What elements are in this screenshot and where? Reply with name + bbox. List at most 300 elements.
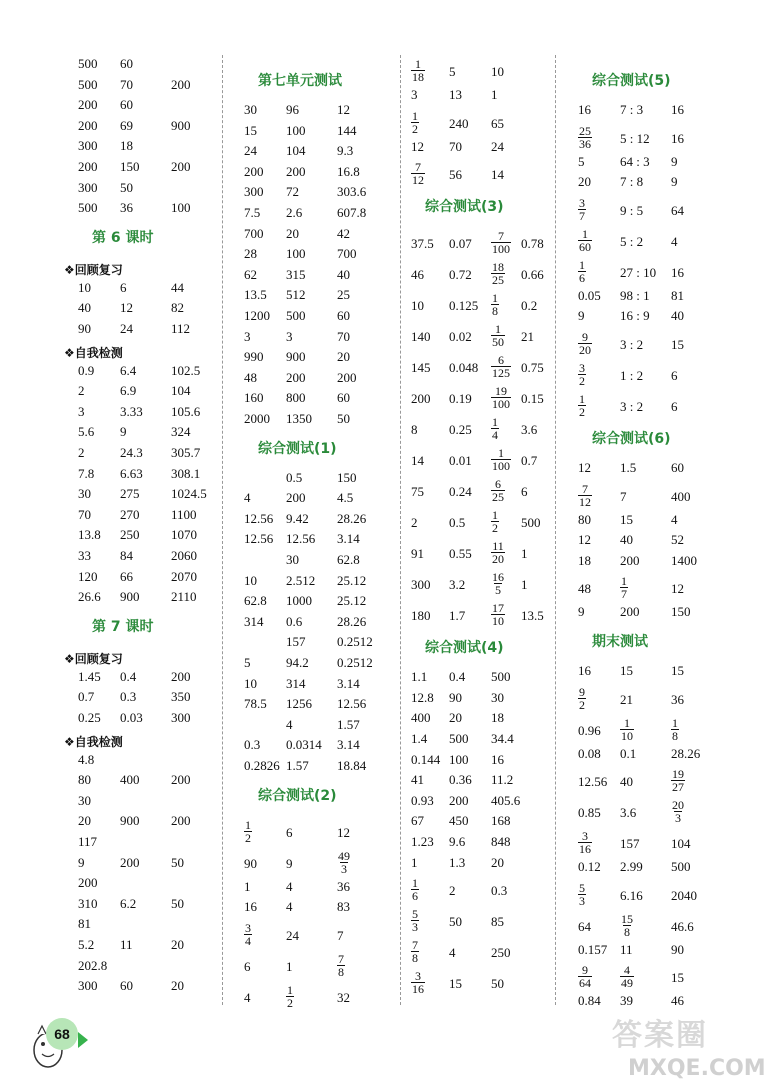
answer-value: 10 xyxy=(411,298,424,314)
fraction-numerator: 3 xyxy=(415,969,421,984)
fraction-denominator: 50 xyxy=(492,335,504,350)
answer-value: 64 : 3 xyxy=(620,153,650,169)
answer-value: 6 xyxy=(521,484,528,500)
fraction-value xyxy=(491,600,505,627)
fraction-denominator: 8 xyxy=(338,964,344,979)
answer-value: 0.72 xyxy=(449,267,472,283)
answer-value: 0.7 xyxy=(78,689,95,705)
answer-value: 90 xyxy=(449,689,462,705)
fraction-value xyxy=(620,715,634,742)
answer-value: 324 xyxy=(171,424,191,440)
answer-value: 12 xyxy=(578,460,591,475)
fraction-value xyxy=(411,875,419,902)
fraction-value xyxy=(578,391,586,418)
answer-value: 50 xyxy=(449,914,462,930)
fraction-value xyxy=(286,982,294,1009)
answer-value: 40 xyxy=(337,266,350,282)
answer-value: 500 xyxy=(491,669,511,685)
answer-value: 250 xyxy=(491,945,511,961)
answer-value: 500 xyxy=(78,56,98,71)
fraction-value xyxy=(578,684,586,711)
fraction-numerator: 25 xyxy=(579,123,591,138)
answer-value: 120 xyxy=(78,568,98,584)
column-divider xyxy=(222,55,223,1005)
answer-value: 15 xyxy=(671,337,684,352)
answer-value: 1000 xyxy=(286,593,312,609)
answer-value: 144 xyxy=(337,122,357,138)
fraction-numerator: 17 xyxy=(492,601,504,616)
answer-value: 30 xyxy=(491,689,504,705)
fraction-numerator: 11 xyxy=(492,539,504,554)
fraction-denominator: 16 xyxy=(579,842,591,857)
answer-value: 4 xyxy=(286,878,293,894)
fraction-denominator: 12 xyxy=(579,494,591,509)
answer-value: 314 xyxy=(244,613,264,629)
section-heading: 综合测试(5) xyxy=(592,73,671,89)
answer-value: 30 xyxy=(286,552,299,567)
answer-value: 1200 xyxy=(244,308,270,323)
fraction-value xyxy=(578,329,592,356)
answer-value: 70 xyxy=(120,76,133,92)
answer-value: 112 xyxy=(171,321,191,336)
answer-value: 6 xyxy=(286,824,293,840)
answer-value: 3 xyxy=(78,403,85,419)
answer-value: 20 xyxy=(449,710,462,726)
answer-value: 7.5 xyxy=(244,205,261,220)
answer-value: 6 xyxy=(671,399,678,414)
fraction-numerator: 19 xyxy=(495,384,507,399)
answer-value: 16 xyxy=(244,899,257,915)
answer-value: 16 xyxy=(671,130,684,146)
answer-value: 4.5 xyxy=(337,490,354,506)
answer-value: 2 xyxy=(78,445,85,460)
answer-value: 8 xyxy=(411,422,418,438)
fraction-denominator: 7 xyxy=(579,208,585,223)
answer-value: 4 xyxy=(671,511,678,527)
answer-value: 12.56 xyxy=(244,531,274,547)
answer-value: 40 xyxy=(620,532,633,548)
answer-value: 500 xyxy=(78,76,98,92)
answer-value: 25 xyxy=(337,287,350,303)
fraction-value xyxy=(411,159,425,186)
fraction-denominator: 18 xyxy=(412,70,424,84)
answer-value: 9 xyxy=(578,308,585,324)
answer-value: 60 xyxy=(337,390,350,406)
answer-value: 400 xyxy=(671,488,691,504)
answer-value: 46 xyxy=(411,267,424,283)
fraction-denominator: 16 xyxy=(412,982,424,997)
answer-value: 100 xyxy=(171,200,191,216)
answer-value: 7.8 xyxy=(78,465,95,481)
answer-value: 240 xyxy=(449,115,469,131)
answer-value: 0.78 xyxy=(521,236,544,252)
fraction-denominator: 6 xyxy=(579,270,585,285)
answer-value: 96 xyxy=(286,102,299,117)
watermark-logo: 答案圈 xyxy=(612,1018,708,1053)
answer-value: 10 xyxy=(491,64,504,79)
answer-value: 270 xyxy=(120,506,140,522)
answer-value: 315 xyxy=(286,266,306,282)
answer-value: 30 xyxy=(78,792,91,808)
answer-value: 0.3 xyxy=(244,737,261,753)
fraction-numerator: 4 xyxy=(624,963,630,978)
answer-value: 300 xyxy=(244,184,264,200)
answer-value: 1.5 xyxy=(620,460,637,475)
fraction-denominator: 100 xyxy=(492,242,510,257)
answer-value: 400 xyxy=(120,772,140,788)
answer-value: 202.8 xyxy=(78,957,108,973)
answer-value: 104 xyxy=(286,143,306,159)
answer-value: 0.3 xyxy=(491,883,508,899)
fraction-value xyxy=(411,906,419,933)
fraction-numerator: 5 xyxy=(412,907,418,922)
answer-value: 7 xyxy=(620,488,627,504)
answer-value: 0.36 xyxy=(449,772,472,788)
answer-value: 9 : 5 xyxy=(620,202,644,218)
answer-value: 12.56 xyxy=(337,696,367,712)
answer-value: 0.07 xyxy=(449,236,472,252)
fraction-denominator: 8 xyxy=(492,304,498,319)
answer-value: 1 xyxy=(286,958,293,974)
answer-value: 200 xyxy=(171,159,191,174)
answer-value: 4 xyxy=(244,490,251,506)
answer-value: 15 xyxy=(244,122,257,138)
fraction-value xyxy=(578,828,592,855)
fraction-numerator: 1 xyxy=(624,715,630,730)
answer-value: 0.01 xyxy=(449,453,472,469)
answer-value: 0.5 xyxy=(286,469,303,485)
fraction-numerator: 7 xyxy=(582,481,588,496)
fraction-value xyxy=(578,195,586,222)
answer-value: 700 xyxy=(337,246,357,262)
answer-value: 0.157 xyxy=(578,941,608,957)
fraction-numerator: 3 xyxy=(579,195,585,210)
answer-value: 16 xyxy=(671,102,684,117)
fraction-denominator: 2 xyxy=(287,995,293,1010)
answer-value: 9 xyxy=(286,855,293,871)
answer-value: 5.6 xyxy=(78,424,95,440)
answer-value: 990 xyxy=(244,349,264,365)
answer-value: 20 xyxy=(491,854,504,870)
fraction-numerator: 19 xyxy=(672,767,684,782)
fraction-numerator: 9 xyxy=(582,963,588,978)
fraction-denominator: 4 xyxy=(245,933,251,948)
answer-value: 1.45 xyxy=(78,668,101,684)
answer-value: 21 xyxy=(620,691,633,707)
answer-value: 13.5 xyxy=(244,287,267,303)
fraction-numerator: 3 xyxy=(579,361,585,375)
answer-value: 6 xyxy=(671,368,678,383)
answer-value: 314 xyxy=(286,675,306,691)
fraction-numerator: 16 xyxy=(492,570,504,585)
answer-value: 200 xyxy=(171,76,191,92)
fraction-value xyxy=(491,538,505,565)
fraction-denominator: 2 xyxy=(412,121,418,136)
answer-value: 1.3 xyxy=(449,854,466,870)
subsection-label: ❖自我检测 xyxy=(64,345,123,360)
answer-value: 0.84 xyxy=(578,993,601,1009)
answer-value: 350 xyxy=(171,689,191,705)
answer-value: 80 xyxy=(578,511,591,527)
answer-value: 3.33 xyxy=(120,403,143,419)
fraction-denominator: 8 xyxy=(412,951,418,966)
answer-value: 26.6 xyxy=(78,589,101,605)
answer-value: 72 xyxy=(286,184,299,200)
fraction-value xyxy=(578,880,586,907)
answer-value: 9.42 xyxy=(286,510,309,526)
answer-value: 90 xyxy=(244,855,257,871)
answer-value: 1.1 xyxy=(411,669,428,685)
fraction-numerator: 7 xyxy=(498,229,504,244)
answer-value: 16 xyxy=(578,102,591,117)
fraction-denominator: 3 xyxy=(412,920,418,935)
answer-value: 900 xyxy=(120,589,140,605)
answer-value: 0.5 xyxy=(449,515,466,531)
answer-value: 25.12 xyxy=(337,572,367,588)
answer-value: 0.3 xyxy=(120,689,137,705)
answer-value: 3.14 xyxy=(337,675,360,691)
answer-value: 18 xyxy=(491,710,504,726)
answer-value: 16.8 xyxy=(337,163,360,179)
answer-value: 10 xyxy=(244,572,257,588)
answer-value: 300 xyxy=(411,577,431,593)
answer-value: 2060 xyxy=(171,548,197,563)
fraction-denominator: 8 xyxy=(672,728,678,743)
answer-value: 40 xyxy=(620,774,633,790)
answer-value: 7 xyxy=(337,927,344,943)
answer-value: 5.2 xyxy=(78,937,95,952)
answer-value: 7 : 3 xyxy=(620,102,644,117)
answer-value: 3 xyxy=(286,328,293,344)
fraction-denominator: 4 xyxy=(492,428,498,443)
fraction-numerator: 1 xyxy=(621,574,627,589)
subsection-label: ❖自我检测 xyxy=(64,734,123,749)
answer-value: 39 xyxy=(620,993,633,1009)
answer-value: 512 xyxy=(286,287,306,303)
answer-value: 80 xyxy=(78,772,91,788)
fraction-numerator: 1 xyxy=(672,715,678,730)
section-heading: 综合测试(2) xyxy=(258,787,337,804)
fraction-numerator: 1 xyxy=(412,876,418,891)
fraction-denominator: 60 xyxy=(579,239,591,254)
answer-value: 90 xyxy=(78,321,91,336)
fraction-value xyxy=(620,911,634,938)
answer-value: 42 xyxy=(337,225,350,241)
fraction-numerator: 6 xyxy=(495,477,501,492)
answer-value: 0.85 xyxy=(578,805,601,821)
fraction-denominator: 3 xyxy=(341,861,347,876)
answer-value: 15 xyxy=(671,663,684,678)
answer-value: 102.5 xyxy=(171,362,201,378)
answer-value: 9.3 xyxy=(337,143,354,159)
answer-value: 9 xyxy=(120,424,127,440)
answer-value: 1 xyxy=(521,546,528,562)
fraction-denominator: 2 xyxy=(492,521,498,536)
answer-value: 700 xyxy=(244,225,264,241)
answer-value: 1 xyxy=(521,577,528,593)
fraction-numerator: 1 xyxy=(245,817,251,832)
section-heading: 第 6 课时 xyxy=(92,229,154,246)
fraction-numerator: 1 xyxy=(492,508,498,523)
fraction-numerator: 9 xyxy=(582,330,588,344)
fraction-denominator: 20 xyxy=(579,343,591,357)
column-divider xyxy=(400,55,401,1005)
answer-value: 85 xyxy=(491,914,504,930)
fraction-value xyxy=(491,569,505,596)
answer-value: 0.55 xyxy=(449,546,472,562)
answer-value: 81 xyxy=(671,287,684,303)
answer-value: 28.26 xyxy=(337,510,367,526)
answer-value: 44 xyxy=(171,279,184,295)
answer-value: 200 xyxy=(286,369,306,385)
answer-value: 11 xyxy=(620,941,633,957)
fraction-numerator: 15 xyxy=(621,911,633,926)
answer-value: 4 xyxy=(286,899,293,915)
fraction-value xyxy=(578,226,592,253)
answer-value: 70 xyxy=(337,328,350,344)
answer-value: 34.4 xyxy=(491,731,514,746)
answer-value: 200 xyxy=(286,163,306,179)
answer-value: 12.56 xyxy=(244,510,274,526)
answer-value: 50 xyxy=(120,179,133,195)
answer-value: 848 xyxy=(491,834,511,849)
fraction-numerator: 3 xyxy=(245,920,251,935)
answer-value: 18 xyxy=(578,552,591,568)
answer-value: 20 xyxy=(78,813,91,829)
answer-value: 20 xyxy=(171,978,184,994)
answer-value: 64 xyxy=(671,202,684,218)
answer-value: 15 xyxy=(620,663,633,678)
answer-value: 5 : 12 xyxy=(620,130,650,146)
answer-value: 12 xyxy=(578,532,591,548)
fraction-denominator: 25 xyxy=(492,490,504,505)
answer-value: 1.23 xyxy=(411,834,434,849)
answer-value: 2 xyxy=(411,515,418,531)
answer-value: 4 xyxy=(671,233,678,249)
answer-value: 12 xyxy=(411,138,424,154)
answer-value: 2040 xyxy=(671,887,697,903)
answer-value: 6.63 xyxy=(120,465,143,481)
column-divider xyxy=(555,55,556,1005)
answer-value: 500 xyxy=(286,308,306,323)
answer-value: 1256 xyxy=(286,696,312,712)
answer-value: 900 xyxy=(120,813,140,829)
answer-value: 33 xyxy=(78,548,91,563)
answer-value: 40 xyxy=(78,300,91,316)
answer-value: 3.14 xyxy=(337,737,360,753)
answer-value: 3 xyxy=(244,328,251,344)
answer-value: 11.2 xyxy=(491,772,514,788)
answer-value: 900 xyxy=(286,349,306,365)
fraction-value xyxy=(491,445,511,472)
answer-value: 2000 xyxy=(244,411,270,426)
answer-value: 1 : 2 xyxy=(620,368,644,383)
fraction-denominator: 5 xyxy=(495,583,501,598)
answer-value: 2.6 xyxy=(286,205,303,220)
answer-value: 117 xyxy=(78,834,98,849)
answer-value: 0.125 xyxy=(449,298,479,314)
answer-value: 6 xyxy=(120,279,127,295)
answer-value: 28.26 xyxy=(671,745,701,761)
fraction-numerator: 1 xyxy=(287,982,293,997)
answer-value: 12.56 xyxy=(578,774,608,790)
answer-value: 200 xyxy=(171,668,191,684)
answer-value: 0.25 xyxy=(449,422,472,438)
answer-value: 14 xyxy=(491,167,504,183)
answer-value: 12 xyxy=(337,824,350,840)
answer-value: 48 xyxy=(578,581,591,597)
answer-value: 90 xyxy=(671,941,684,957)
fraction-numerator: 1 xyxy=(415,57,421,71)
fraction-denominator: 25 xyxy=(492,273,504,288)
fraction-numerator: 49 xyxy=(338,848,350,863)
answer-value: 3 : 2 xyxy=(620,337,644,352)
answer-value: 12 xyxy=(120,300,133,316)
answer-value: 200 xyxy=(337,369,357,385)
fraction-value xyxy=(578,481,592,508)
answer-value: 0.4 xyxy=(449,669,466,685)
answer-value: 1 xyxy=(244,878,251,894)
answer-value: 36 xyxy=(337,878,350,894)
answer-value: 157 xyxy=(286,634,306,650)
fraction-numerator: 6 xyxy=(498,353,504,368)
fraction-value xyxy=(491,476,505,503)
fraction-denominator: 2 xyxy=(579,697,585,712)
fraction-denominator: 36 xyxy=(579,136,591,151)
answer-value: 27 : 10 xyxy=(620,264,657,280)
answer-value: 18.84 xyxy=(337,758,367,773)
fraction-numerator: 3 xyxy=(582,829,588,844)
answer-value: 30 xyxy=(78,486,91,502)
answer-value: 6.16 xyxy=(620,887,643,903)
section-heading: 综合测试(3) xyxy=(425,199,504,216)
answer-value: 15 xyxy=(620,511,633,527)
answer-value: 0.9 xyxy=(78,362,95,378)
fraction-denominator: 2 xyxy=(579,405,585,419)
answer-value: 24 xyxy=(286,927,299,943)
answer-value: 13 xyxy=(449,87,462,102)
answer-value: 9 xyxy=(671,153,678,169)
answer-value: 200 xyxy=(286,490,306,506)
subsection-label: ❖回顾复习 xyxy=(64,651,123,666)
answer-value: 0.96 xyxy=(578,722,601,738)
answer-value: 50 xyxy=(171,854,184,870)
answer-value: 3.14 xyxy=(337,531,360,547)
answer-value: 0.15 xyxy=(521,391,544,407)
answer-value: 400 xyxy=(411,710,431,726)
answer-value: 98 : 1 xyxy=(620,287,650,303)
fraction-denominator: 2 xyxy=(245,830,251,845)
fraction-numerator: 7 xyxy=(415,160,421,175)
answer-value: 50 xyxy=(171,895,184,911)
answer-value: 500 xyxy=(449,731,469,746)
answer-value: 180 xyxy=(411,608,431,624)
fraction-value xyxy=(411,968,425,995)
answer-value: 150 xyxy=(337,469,357,485)
answer-value: 1024.5 xyxy=(171,486,207,502)
answer-value: 0.03 xyxy=(120,710,143,725)
answer-value: 3 xyxy=(411,87,418,102)
answer-value: 6.4 xyxy=(120,362,137,378)
answer-value: 75 xyxy=(411,484,424,500)
answer-value: 200 xyxy=(171,813,191,829)
answer-value: 9 xyxy=(578,604,585,620)
answer-value: 1 xyxy=(411,854,418,870)
answer-value: 65 xyxy=(491,115,504,131)
answer-value: 21 xyxy=(521,329,534,345)
answer-value: 20 xyxy=(171,937,184,952)
answer-value: 1350 xyxy=(286,411,312,426)
